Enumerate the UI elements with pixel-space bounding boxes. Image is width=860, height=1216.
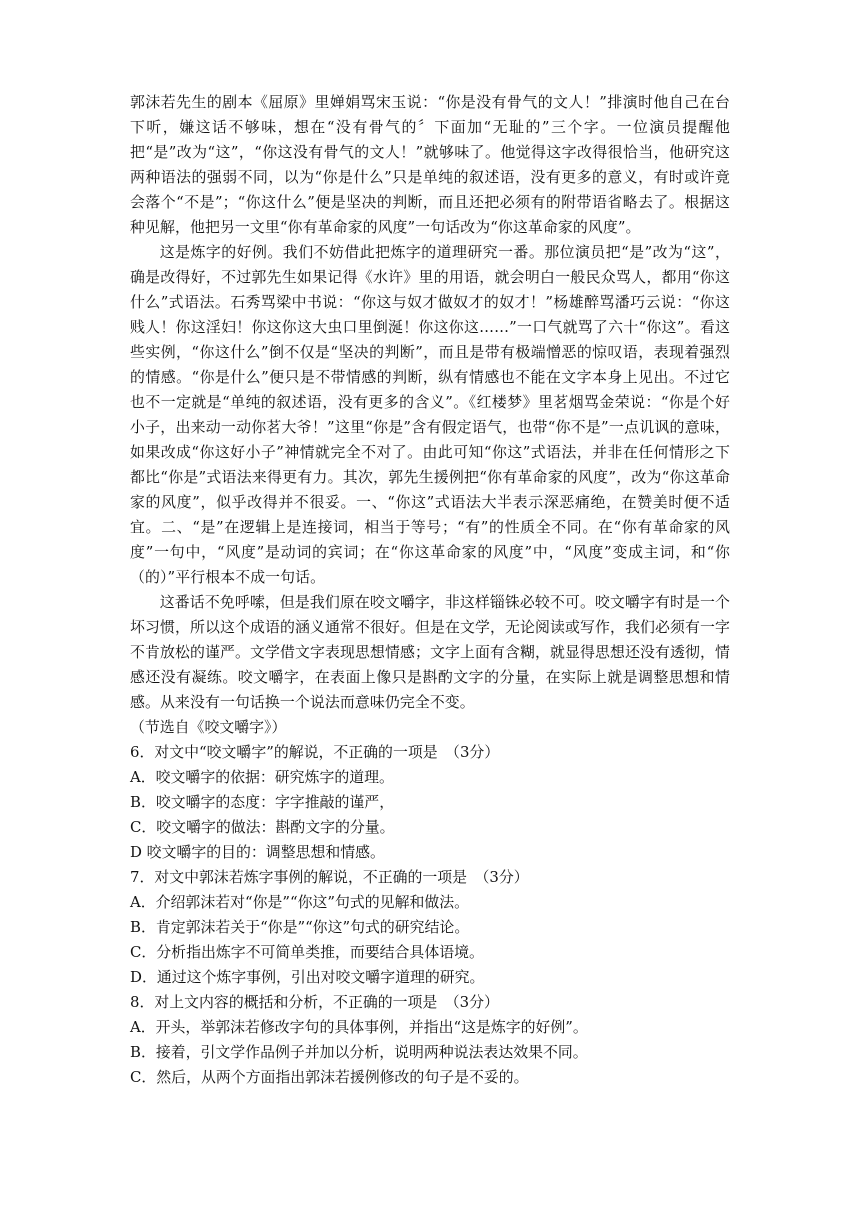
question-7-option-d: D．通过这个炼字事例，引出对咬文嚼字道理的研究。 <box>130 968 485 986</box>
question-8-option-c: C．然后，从两个方面指出郭沫若援例修改的句子是不妥的。 <box>130 1068 529 1086</box>
question-6-option-b: B．咬文嚼字的态度：字字推敲的谨严， <box>130 793 395 811</box>
question-7-option-c: C．分析指出炼字不可简单类推，而要结合具体语境。 <box>130 943 484 961</box>
question-7-option-a: A．介绍郭沫若对“你是”“你这”句式的见解和做法。 <box>130 893 470 911</box>
question-6-option-a: A．咬文嚼字的依据：研究炼字的道理。 <box>130 768 394 786</box>
question-8-stem: 8．对上文内容的概括和分析，不正确的一项是 （3分） <box>130 993 499 1011</box>
question-6-stem: 6．对文中“咬文嚼字”的解说，不正确的一项是 （3分） <box>130 743 500 761</box>
question-8-option-a: A．开头，举郭沫若修改字句的具体事例，并指出“这是炼字的好例”。 <box>130 1018 588 1036</box>
question-8-option-b: B．接着，引文学作品例子并加以分析，说明两种说法表达效果不同。 <box>130 1043 588 1061</box>
question-6-option-c: C．咬文嚼字的做法：斟酌文字的分量。 <box>130 818 395 836</box>
question-7-option-b: B．肯定郭沫若关于“你是”“你这”句式的研究结论。 <box>130 918 470 936</box>
question-8 <box>130 990 730 1090</box>
question-6-option-d: D 咬文嚼字的目的：调整思想和情感。 <box>130 843 385 861</box>
passage-paragraph-1: 郭沫若先生的剧本《屈原》里婵娟骂宋玉说：“你是没有骨气的文人！”排演时他自己在台下听，嫌这话不够味，想在“没有骨气的〞下面加“无耻的”三个字。一位演员提醒他把“是”改为“这”，“你这没有骨气的文人！”就够味了。他觉得这字改得很恰当，他研究这两种语法的强弱不同，以为“你是什么”只是单纯的叙述语，没有更多的意义，有时或许竟会落个“不是”；“你这什么”便是坚决的判断，而且还把必须有的附带语省略去了。根据这种见解，他把另一文里“你有革命家的风度”一句话改为“你这革命家的风度”。 <box>130 93 730 236</box>
question-6 <box>130 740 730 865</box>
question-7 <box>130 865 730 990</box>
passage-paragraph-3: 这番话不免呼嗦，但是我们原在咬文嚼字，非这样锱铢必较不可。咬文嚼字有时是一个坏习惯，所以这个成语的涵义通常不很好。但是在文学，无论阅读或写作，我们必须有一字不肯放松的谨严。文学借文字表现思想情感；文字上面有含糊，就显得思想还没有透彻，情感还没有凝练。咬文嚼字，在表面上像只是斟酌文字的分量，在实际上就是调整思想和情感。从来没有一句话换一个说法而意味仍完全不变。 <box>130 593 730 711</box>
question-7-stem: 7．对文中郭沫若炼字事例的解说，不正确的一项是 （3分） <box>130 868 529 886</box>
document-page <box>130 90 730 1090</box>
passage-source: （节选自《咬文嚼字》） <box>130 718 287 736</box>
passage-paragraph-2: 这是炼字的好例。我们不妨借此把炼字的道理研究一番。那位演员把“是”改为“这”，确是改得好，不过郭先生如果记得《水许》里的用语，就会明白一般民众骂人，都用“你这什么”式语法。石秀骂梁中书说：“你这与奴才做奴才的奴才！”杨雄醉骂潘巧云说：“你这贱人！你这淫妇！你这你这大虫口里倒涎！你这你这……”一口气就骂了六十“你这”。看这些实例，“你这什么”倒不仅是“坚决的判断”，而且是带有极端憎恶的惊叹语，表现着强烈的情感。“你是什么”便只是不带情感的判断，纵有情感也不能在文字本身上见出。不过它也不一定就是“单纯的叙述语，没有更多的含义”。《红楼梦》里茗烟骂金荣说：“你是个好小子，出来动一动你茗大爷！”这里“你是”含有假定语气，也带“你不是”一点讥讽的意味，如果改成“你这好小子”神情就完全不对了。由此可知“你这”式语法，并非在任何情形之下都比“你是”式语法来得更有力。其次，郭先生援例把“你有革命家的风度”，改为“你这革命家的风度”，似乎改得并不很妥。一、“你这”式语法大半表示深恶痛绝，在赞美时便不适宜。二、“是”在逻辑上是连接词，相当于等号；“有”的性质全不同。在“你有革命家的风度”一句中，“风度”是动词的宾词；在“你这革命家的风度”中，“风度”变成主词，和“你（的）”平行根本不成一句话。 <box>130 243 730 586</box>
